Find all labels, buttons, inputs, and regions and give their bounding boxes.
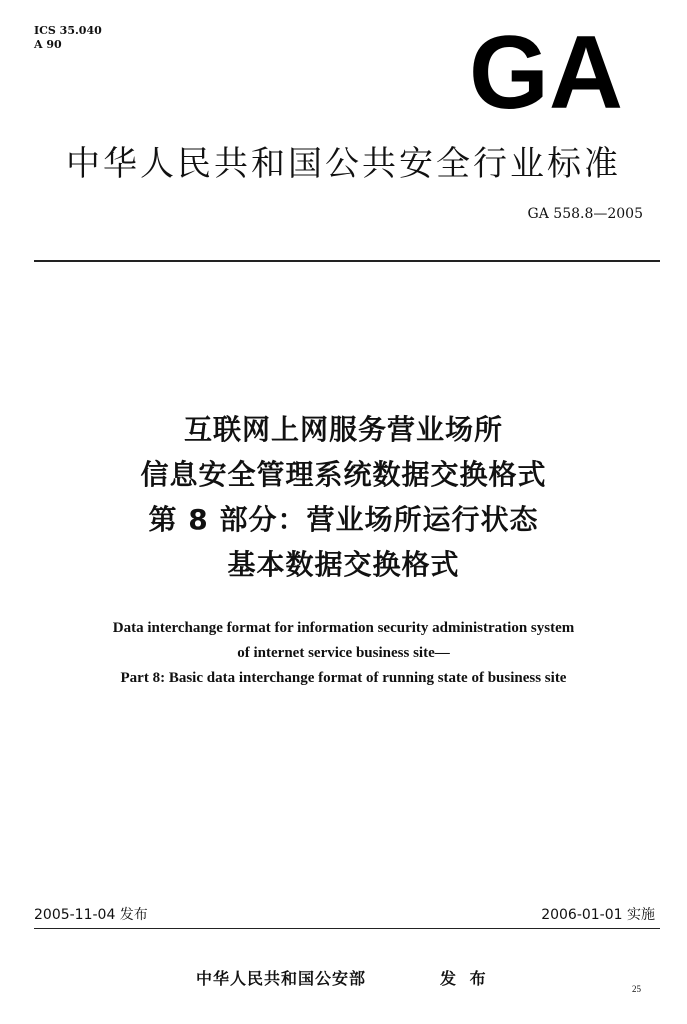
ga-logo-text: GA <box>469 30 623 112</box>
chinese-title-line-4: 基本数据交换格式 <box>227 548 460 581</box>
chinese-title-line-1: 互联网上网服务营业场所 <box>183 413 503 446</box>
classification-code: A 90 <box>34 38 62 51</box>
standard-number: GA 558.8—2005 <box>527 206 643 222</box>
english-title-line-3: Part 8: Basic data interchange format of running state of business site <box>120 670 567 686</box>
ics-code: ICS 35.040 <box>34 24 102 37</box>
header-rule <box>34 260 660 262</box>
issuing-authority: 中华人民共和国公安部 <box>196 969 367 988</box>
english-title-line-2: of internet service business site— <box>237 645 450 661</box>
issue-date: 2005-11-04 发布 <box>34 907 148 923</box>
footer-rule <box>34 928 660 929</box>
org-title: 中华人民共和国公共安全行业标准 <box>66 144 621 184</box>
chinese-title-line-2: 信息安全管理系统数据交换格式 <box>140 458 547 491</box>
chinese-title-line-3: 第 8 部分：营业场所运行状态 <box>148 503 539 536</box>
ga-logo <box>466 30 626 112</box>
issue-verb: 发 布 <box>440 969 490 988</box>
english-title-line-1: Data interchange format for information security administration system <box>112 620 575 636</box>
page-number: 25 <box>632 984 641 994</box>
implementation-date: 2006-01-01 实施 <box>541 907 655 923</box>
